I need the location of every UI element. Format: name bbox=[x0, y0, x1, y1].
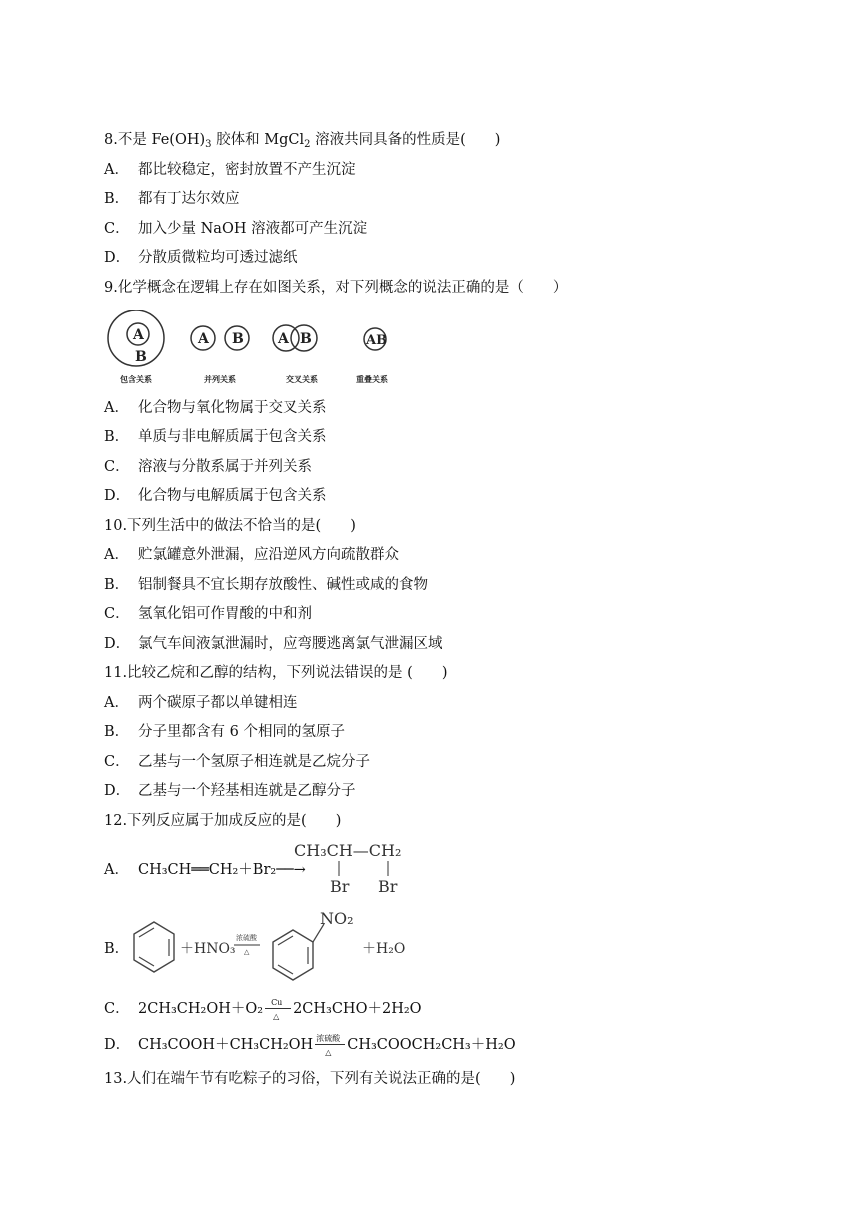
product-chain: CH₃CH—CH₂ bbox=[294, 841, 402, 860]
cross-b-label: B bbox=[300, 331, 312, 347]
nitrobenzene-ring-icon bbox=[273, 930, 313, 980]
br-atom-2: Br bbox=[378, 877, 398, 896]
parallel-b-label: B bbox=[232, 331, 244, 347]
q12-option-b-letter: B． bbox=[104, 941, 130, 957]
q8-option-a: A． 都比较稳定，密封放置不产生沉淀 bbox=[104, 162, 356, 178]
q10-option-b: B． 铝制餐具不宜长期存放酸性、碱性或咸的食物 bbox=[104, 577, 428, 593]
concept-relation-diagram bbox=[104, 310, 404, 390]
d-acid-condition: 浓硫酸 bbox=[316, 1034, 341, 1043]
water-product: ＋H₂O bbox=[362, 941, 406, 957]
parallel-a-label: A bbox=[198, 331, 209, 347]
no2-group: NO₂ bbox=[320, 909, 354, 928]
q8-option-d: D． 分散质微粒均可透过滤纸 bbox=[104, 250, 298, 266]
circle-a-label: A bbox=[133, 327, 144, 343]
q9-option-a: A． 化合物与氧化物属于交叉关系 bbox=[104, 400, 327, 416]
c-heat-condition: △ bbox=[273, 1012, 280, 1021]
q11-stem: 11.比较乙烷和乙醇的结构，下列说法错误的是 ( ) bbox=[104, 665, 448, 681]
q9-option-b: B． 单质与非电解质属于包含关系 bbox=[104, 429, 327, 445]
q8-stem: 8.不是 $Fe(OH)_3$ 胶体和 MgCl$_2$ 溶液共同具备的性质是( ) bbox=[104, 132, 501, 150]
q12-option-c: C． 2CH₃CH₂OH＋O₂ Cu △ 2CH₃CHO＋2H₂O bbox=[104, 1000, 422, 1018]
d-heat-condition: △ bbox=[325, 1048, 332, 1057]
condition-top: 浓硫酸 bbox=[236, 934, 257, 942]
benzene-ring-icon bbox=[134, 922, 174, 972]
q8-option-b: B． 都有丁达尔效应 bbox=[104, 191, 240, 207]
condition-bottom: △ bbox=[244, 948, 250, 956]
label-parallel: 并列关系 bbox=[204, 375, 236, 384]
q10-option-a: A． 贮氯罐意外泄漏，应沿逆风方向疏散群众 bbox=[104, 547, 399, 563]
q8-option-c: C． 加入少量 NaOH 溶液都可产生沉淀 bbox=[104, 221, 368, 237]
label-contain: 包含关系 bbox=[120, 375, 152, 384]
q10-option-c: C． 氢氧化铝可作胃酸的中和剂 bbox=[104, 606, 312, 622]
q9-option-c: C． 溶液与分散系属于并列关系 bbox=[104, 459, 312, 475]
q12-option-d: D． CH₃COOH＋CH₃CH₂OH 浓硫酸 △ CH₃COOCH₂CH₃＋H₂O bbox=[104, 1036, 516, 1054]
q12-b-reaction bbox=[128, 908, 418, 990]
q11-option-b: B． 分子里都含有 6 个相同的氢原子 bbox=[104, 724, 345, 740]
q10-option-d: D． 氯气车间液氯泄漏时，应弯腰逃离氯气泄漏区域 bbox=[104, 636, 443, 652]
q12-option-a: A． CH₃CH══CH₂＋Br₂──→ bbox=[104, 862, 306, 878]
q11-option-c: C． 乙基与一个氢原子相连就是乙烷分子 bbox=[104, 754, 370, 770]
q9-stem: 9.化学概念在逻辑上存在如图关系，对下列概念的说法正确的是（ ） bbox=[104, 280, 568, 296]
q12-a-product-structure bbox=[292, 838, 422, 898]
q9-option-d: D． 化合物与电解质属于包含关系 bbox=[104, 488, 327, 504]
q10-stem: 10.下列生活中的做法不恰当的是( ) bbox=[104, 518, 356, 534]
q12-stem: 12.下列反应属于加成反应的是( ) bbox=[104, 813, 342, 829]
circle-b-label: B bbox=[135, 349, 147, 365]
overlap-label: AB bbox=[366, 333, 388, 348]
label-cross: 交叉关系 bbox=[286, 375, 318, 384]
q13-stem: 13.人们在端午节有吃粽子的习俗，下列有关说法正确的是( ) bbox=[104, 1071, 516, 1087]
br-atom-1: Br bbox=[330, 877, 350, 896]
q11-option-a: A． 两个碳原子都以单键相连 bbox=[104, 695, 298, 711]
hno3-reagent: ＋HNO₃ bbox=[180, 941, 236, 957]
cu-condition: Cu bbox=[271, 998, 283, 1007]
cross-a-label: A bbox=[278, 331, 289, 347]
label-overlap: 重叠关系 bbox=[356, 375, 388, 384]
q11-option-d: D． 乙基与一个羟基相连就是乙醇分子 bbox=[104, 783, 356, 799]
